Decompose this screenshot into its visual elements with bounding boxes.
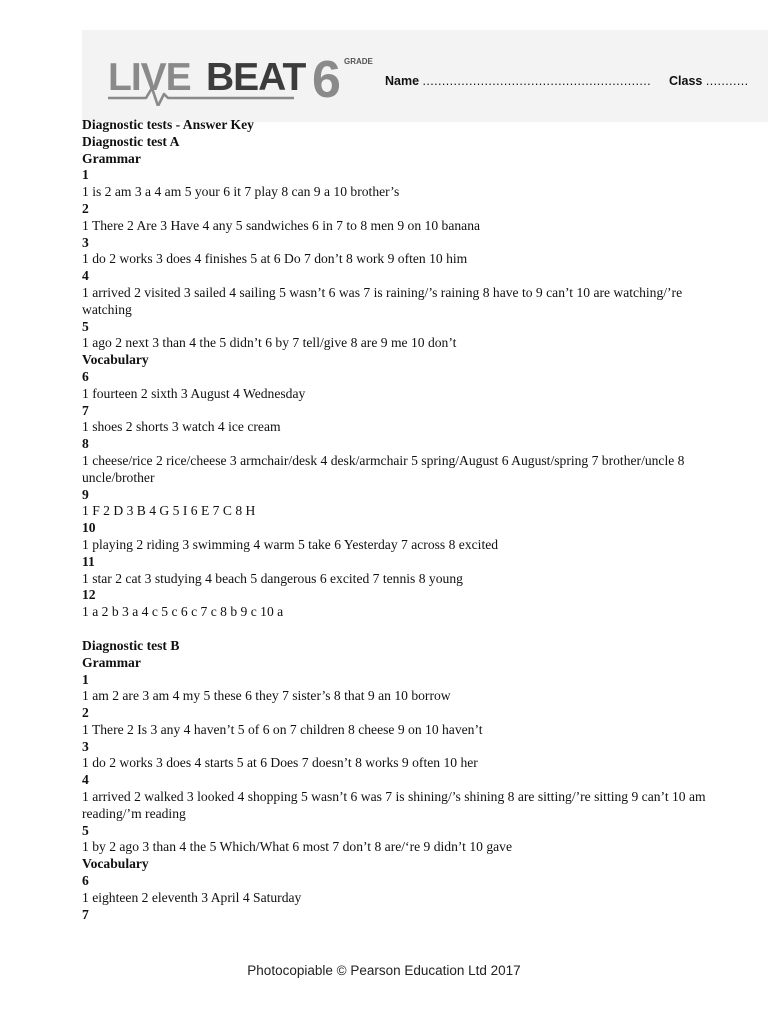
question-number: 10 — [82, 520, 96, 536]
question-number: 3 — [82, 738, 89, 754]
answer-line: 1 do 2 works 3 does 4 starts 5 at 6 Does 7 doesn’t 8 works 9 often 10 her — [82, 755, 478, 771]
answer-line: 1 star 2 cat 3 studying 4 beach 5 dangerous 6 excited 7 tennis 8 young — [82, 570, 463, 586]
section-heading: Diagnostic tests - Answer Key — [82, 117, 254, 132]
question-number: 6 — [82, 873, 89, 889]
section-heading: Diagnostic test B — [82, 637, 180, 653]
answer-line: 1 do 2 works 3 does 4 finishes 5 at 6 Do 7 don’t 8 work 9 often 10 him — [82, 251, 468, 267]
section-heading: Diagnostic test A — [82, 133, 180, 149]
answer-key-body — [82, 117, 722, 923]
question-number: 2 — [82, 705, 89, 721]
answer-line: 1 arrived 2 visited 3 sailed 4 sailing 5 wasn’t 6 was 7 is raining/’s raining 8 have to 9 can’t 10 are watching/’re watching — [82, 284, 683, 317]
question-number: 3 — [82, 234, 89, 250]
answer-line: 1 ago 2 next 3 than 4 the 5 didn’t 6 by 7 tell/give 8 are 9 me 10 don’t — [82, 335, 457, 351]
livebeat-logo — [108, 50, 408, 106]
question-number: 5 — [82, 318, 89, 334]
class-label: Class — [669, 74, 703, 88]
answer-line: 1 arrived 2 walked 3 looked 4 shopping 5 wasn’t 6 was 7 is shining/’s shining 8 are sitting/’re sitting 9 can’t 10 am reading/’m reading — [82, 789, 706, 821]
page-footer: Photocopiable © Pearson Education Ltd 2017 — [247, 963, 521, 978]
answer-line: 1 by 2 ago 3 than 4 the 5 Which/What 6 most 7 don’t 8 are/‘re 9 didn’t 10 gave — [82, 839, 513, 855]
section-heading: Grammar — [82, 654, 141, 670]
class-field — [669, 74, 748, 88]
question-number: 2 — [82, 200, 89, 216]
question-number: 1 — [82, 671, 89, 687]
section-heading: Vocabulary — [82, 352, 149, 368]
section-heading: Grammar — [82, 150, 141, 166]
answer-line: 1 am 2 are 3 am 4 my 5 these 6 they 7 sister’s 8 that 9 an 10 borrow — [82, 688, 451, 704]
question-number: 9 — [82, 486, 89, 502]
answer-line: 1 a 2 b 3 a 4 c 5 c 6 c 7 c 8 b 9 c 10 a — [82, 604, 284, 620]
question-number: 11 — [82, 553, 95, 569]
section-spacer — [82, 621, 722, 638]
question-number: 7 — [82, 906, 89, 922]
answer-line: 1 There 2 Are 3 Have 4 any 5 sandwiches 6 in 7 to 8 men 9 on 10 banana — [82, 217, 481, 233]
question-number: 7 — [82, 402, 89, 418]
answer-line: 1 There 2 Is 3 any 4 haven’t 5 of 6 on 7 children 8 cheese 9 on 10 haven’t — [82, 721, 483, 737]
question-number: 8 — [82, 436, 89, 452]
logo-grade-number: 6 — [312, 51, 341, 106]
class-dots: ........... — [705, 74, 749, 88]
question-number: 4 — [82, 268, 89, 284]
name-dots: ........................................................... — [422, 74, 652, 88]
section-heading: Vocabulary — [82, 856, 149, 872]
question-number: 6 — [82, 368, 89, 384]
answer-line: 1 fourteen 2 sixth 3 August 4 Wednesday — [82, 385, 306, 401]
question-number: 1 — [82, 167, 89, 183]
page-header — [82, 30, 768, 122]
answer-line: 1 shoes 2 shorts 3 watch 4 ice cream — [82, 419, 281, 435]
answer-line: 1 is 2 am 3 a 4 am 5 your 6 it 7 play 8 can 9 a 10 brother’s — [82, 184, 400, 200]
logo-live: LIVE — [108, 56, 191, 99]
answer-line: 1 eighteen 2 eleventh 3 April 4 Saturday — [82, 889, 302, 905]
logo-grade-label: GRADE — [344, 57, 373, 66]
logo-beat: BEAT — [206, 56, 306, 99]
name-field — [385, 74, 651, 88]
answer-line: 1 playing 2 riding 3 swimming 4 warm 5 take 6 Yesterday 7 across 8 excited — [82, 536, 499, 552]
name-label: Name — [385, 74, 420, 88]
question-number: 4 — [82, 772, 89, 788]
answer-line: 1 F 2 D 3 B 4 G 5 I 6 E 7 C 8 H — [82, 503, 256, 519]
question-number: 5 — [82, 822, 89, 838]
question-number: 12 — [82, 587, 96, 603]
answer-line: 1 cheese/rice 2 rice/cheese 3 armchair/desk 4 desk/armchair 5 spring/August 6 August/spring 7 brother/uncle 8 uncle/brother — [82, 452, 685, 485]
